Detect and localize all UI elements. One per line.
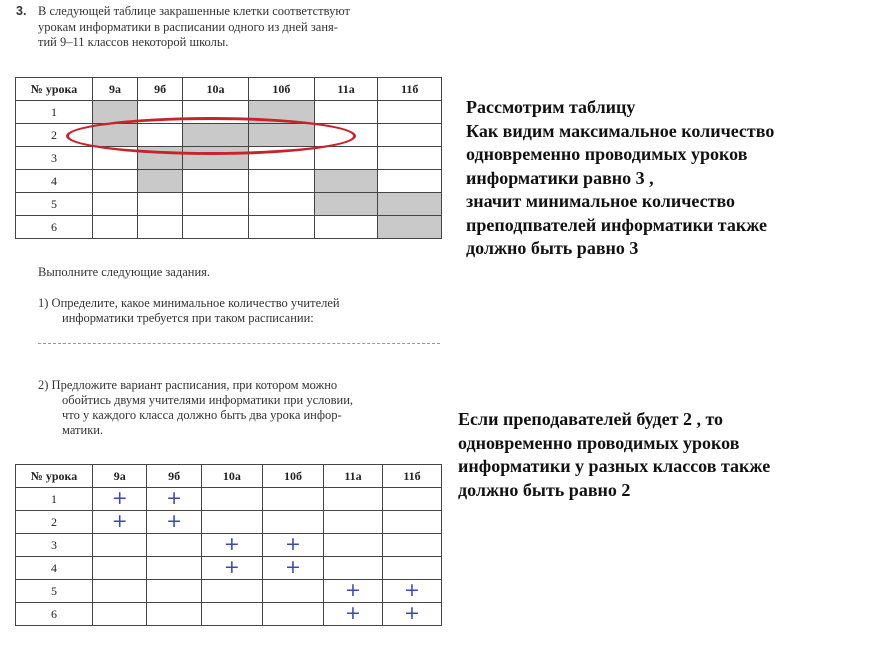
schedule-cell-9a	[93, 557, 147, 580]
schedule-cell-10a	[201, 488, 262, 511]
note-line: преподпвателей информатики также	[466, 214, 768, 235]
note-line: информатики равно 3 ,	[466, 167, 654, 188]
schedule-cell-9b-shaded	[138, 147, 183, 170]
question-1-line: информатики требуется при таком расписании:	[62, 311, 314, 325]
schedule-cell-11a-shaded	[314, 170, 378, 193]
schedule-cell-9b	[147, 534, 201, 557]
table-header-row	[16, 78, 442, 101]
schedule-cell-11b	[378, 147, 442, 170]
question-2-line: матики.	[62, 423, 104, 437]
schedule-cell-10a	[201, 534, 262, 557]
schedule-cell-11b	[378, 124, 442, 147]
schedule-cell-9b	[138, 124, 183, 147]
schedule-cell-9b	[147, 511, 201, 534]
plus-mark: +	[284, 555, 301, 578]
schedule-cell-11b	[378, 101, 442, 124]
schedule-cell-9a	[93, 216, 138, 239]
schedule-cell-10b	[262, 580, 323, 603]
schedule-cell-9a	[93, 170, 138, 193]
schedule-cell-10b	[262, 603, 323, 626]
plus-mark: +	[284, 532, 301, 555]
schedule-cell-10a-shaded	[183, 147, 249, 170]
plus-mark: +	[345, 601, 361, 624]
schedule-cell-10b-shaded	[248, 124, 314, 147]
table-row	[16, 193, 442, 216]
schedule-cell-11a	[324, 534, 383, 557]
plus-mark: +	[223, 532, 240, 555]
schedule-cell-9b	[147, 603, 201, 626]
note-line: должно быть равно 2	[458, 479, 631, 500]
schedule-cell-10a	[183, 170, 249, 193]
schedule-cell-10a	[183, 193, 249, 216]
schedule-cell-11a	[314, 124, 378, 147]
schedule-cell-10b	[262, 511, 323, 534]
schedule-cell-10b	[248, 216, 314, 239]
table-row	[16, 216, 442, 239]
schedule-cell-9b	[138, 193, 183, 216]
schedule-cell-10a	[201, 511, 262, 534]
lesson-number-cell: 2	[16, 124, 93, 147]
schedule-table-shaded	[15, 77, 442, 239]
schedule-cell-10b	[262, 534, 323, 557]
schedule-cell-11b	[382, 557, 441, 580]
assignments-heading: Выполните следующие задания.	[38, 265, 211, 279]
lesson-number-cell: 5	[16, 193, 93, 216]
schedule-cell-10a	[201, 603, 262, 626]
lesson-number-cell: 5	[16, 580, 93, 603]
lesson-number-cell: 2	[16, 511, 93, 534]
schedule-cell-11a	[314, 101, 378, 124]
plus-mark: +	[404, 578, 420, 601]
header-class-10b: 10б	[262, 465, 323, 488]
schedule-cell-9a	[93, 603, 147, 626]
question-2-line: 2) Предложите вариант расписания, при котором можно	[38, 378, 338, 392]
note-line: одновременно проводимых уроков	[466, 144, 748, 164]
schedule-cell-11a-shaded	[314, 193, 378, 216]
table-row	[16, 170, 442, 193]
header-class-11b: 11б	[382, 465, 441, 488]
schedule-cell-11a	[314, 216, 378, 239]
table-row	[16, 557, 442, 580]
table-row	[16, 147, 442, 170]
lesson-number-cell: 3	[16, 534, 93, 557]
header-class-11a: 11а	[324, 465, 383, 488]
header-class-11b: 11б	[378, 78, 442, 101]
note-line: одновременно проводимых уроков	[458, 432, 740, 453]
task-intro	[38, 4, 448, 51]
lesson-number-cell: 6	[16, 603, 93, 626]
schedule-cell-11a	[324, 488, 383, 511]
lesson-number-cell: 4	[16, 170, 93, 193]
schedule-cell-11b	[378, 170, 442, 193]
schedule-cell-10b	[248, 193, 314, 216]
lesson-number-cell: 3	[16, 147, 93, 170]
task-intro-line: В следующей таблице закрашенные клетки соответствуют	[38, 4, 350, 18]
note-line: Если преподавателей будет 2 , то	[458, 409, 724, 429]
schedule-cell-10a	[183, 101, 249, 124]
question-2-line: что у каждого класса должно быть два урока инфор-	[62, 408, 342, 422]
schedule-cell-10b	[262, 488, 323, 511]
table-row	[16, 488, 442, 511]
header-lesson-number: № урока	[16, 465, 93, 488]
schedule-cell-9a	[93, 193, 138, 216]
table-header-row	[16, 465, 442, 488]
plus-mark: +	[166, 486, 183, 509]
table-row	[16, 603, 442, 626]
schedule-cell-11a	[324, 580, 383, 603]
note-line: Рассмотрим таблицу	[466, 97, 636, 117]
schedule-cell-9a	[93, 534, 147, 557]
schedule-cell-11b	[382, 488, 441, 511]
schedule-cell-11a	[324, 603, 383, 626]
schedule-cell-10b	[262, 557, 323, 580]
schedule-cell-10a	[183, 216, 249, 239]
note-line: значит минимальное количество	[466, 191, 736, 211]
question-1-line: 1) Определите, какое минимальное количество учителей	[38, 296, 340, 310]
question-1	[38, 296, 443, 326]
schedule-cell-9a	[93, 580, 147, 603]
schedule-cell-9b	[147, 488, 201, 511]
schedule-cell-9a	[93, 511, 147, 534]
header-class-9a: 9а	[93, 465, 147, 488]
table-row	[16, 580, 442, 603]
schedule-cell-9b	[138, 216, 183, 239]
schedule-cell-9a	[93, 488, 147, 511]
plus-mark: +	[223, 555, 240, 578]
schedule-cell-11b	[382, 534, 441, 557]
schedule-cell-9a-shaded	[93, 101, 138, 124]
lesson-number-cell: 6	[16, 216, 93, 239]
lesson-number-cell: 4	[16, 557, 93, 580]
schedule-cell-9b-shaded	[138, 170, 183, 193]
lesson-number-cell: 1	[16, 101, 93, 124]
schedule-cell-11b-shaded	[378, 216, 442, 239]
header-class-9b: 9б	[147, 465, 201, 488]
schedule-cell-10b	[248, 147, 314, 170]
schedule-cell-10b-shaded	[248, 101, 314, 124]
schedule-cell-10a	[201, 580, 262, 603]
schedule-cell-11a	[324, 511, 383, 534]
task-number: 3.	[16, 4, 27, 18]
schedule-cell-9a-shaded	[93, 124, 138, 147]
question-2	[38, 378, 443, 438]
header-class-11a: 11а	[314, 78, 378, 101]
table-row	[16, 511, 442, 534]
schedule-cell-11a	[314, 147, 378, 170]
plus-mark: +	[166, 509, 183, 532]
plus-mark: +	[111, 486, 128, 509]
schedule-cell-10a	[201, 557, 262, 580]
schedule-cell-11b-shaded	[378, 193, 442, 216]
lesson-number-cell: 1	[16, 488, 93, 511]
question-2-line: обойтись двумя учителями информатики при условии,	[62, 393, 354, 407]
schedule-cell-9b	[147, 580, 201, 603]
note-line: должно быть равно 3	[466, 238, 639, 258]
table-row	[16, 534, 442, 557]
schedule-table-proposed	[15, 464, 442, 626]
explanation-note-1	[466, 96, 774, 261]
schedule-cell-11b	[382, 603, 441, 626]
schedule-cell-11b	[382, 511, 441, 534]
schedule-cell-10b	[248, 170, 314, 193]
note-line: Как видим максимальное количество	[466, 120, 775, 141]
task-intro-line: урокам информатики в расписании одного из дней заня-	[38, 19, 338, 34]
schedule-cell-9b	[147, 557, 201, 580]
plus-mark: +	[345, 578, 361, 601]
schedule-cell-9a	[93, 147, 138, 170]
task-intro-line: тий 9–11 классов некоторой школы.	[38, 35, 229, 49]
note-line: информатики у разных классов также	[458, 456, 771, 476]
header-class-9a: 9а	[93, 78, 138, 101]
table-row	[16, 124, 442, 147]
schedule-cell-11b	[382, 580, 441, 603]
plus-mark: +	[404, 601, 420, 624]
schedule-cell-11a	[324, 557, 383, 580]
plus-mark: +	[111, 509, 128, 532]
header-lesson-number: № урока	[16, 78, 93, 101]
schedule-cell-10a-shaded	[183, 124, 249, 147]
explanation-note-2	[458, 408, 770, 502]
answer-line	[38, 343, 440, 344]
header-class-10b: 10б	[248, 78, 314, 101]
header-class-9b: 9б	[138, 78, 183, 101]
header-class-10a: 10а	[201, 465, 262, 488]
table-row	[16, 101, 442, 124]
header-class-10a: 10а	[183, 78, 249, 101]
schedule-cell-9b	[138, 101, 183, 124]
task-statement	[16, 4, 446, 49]
